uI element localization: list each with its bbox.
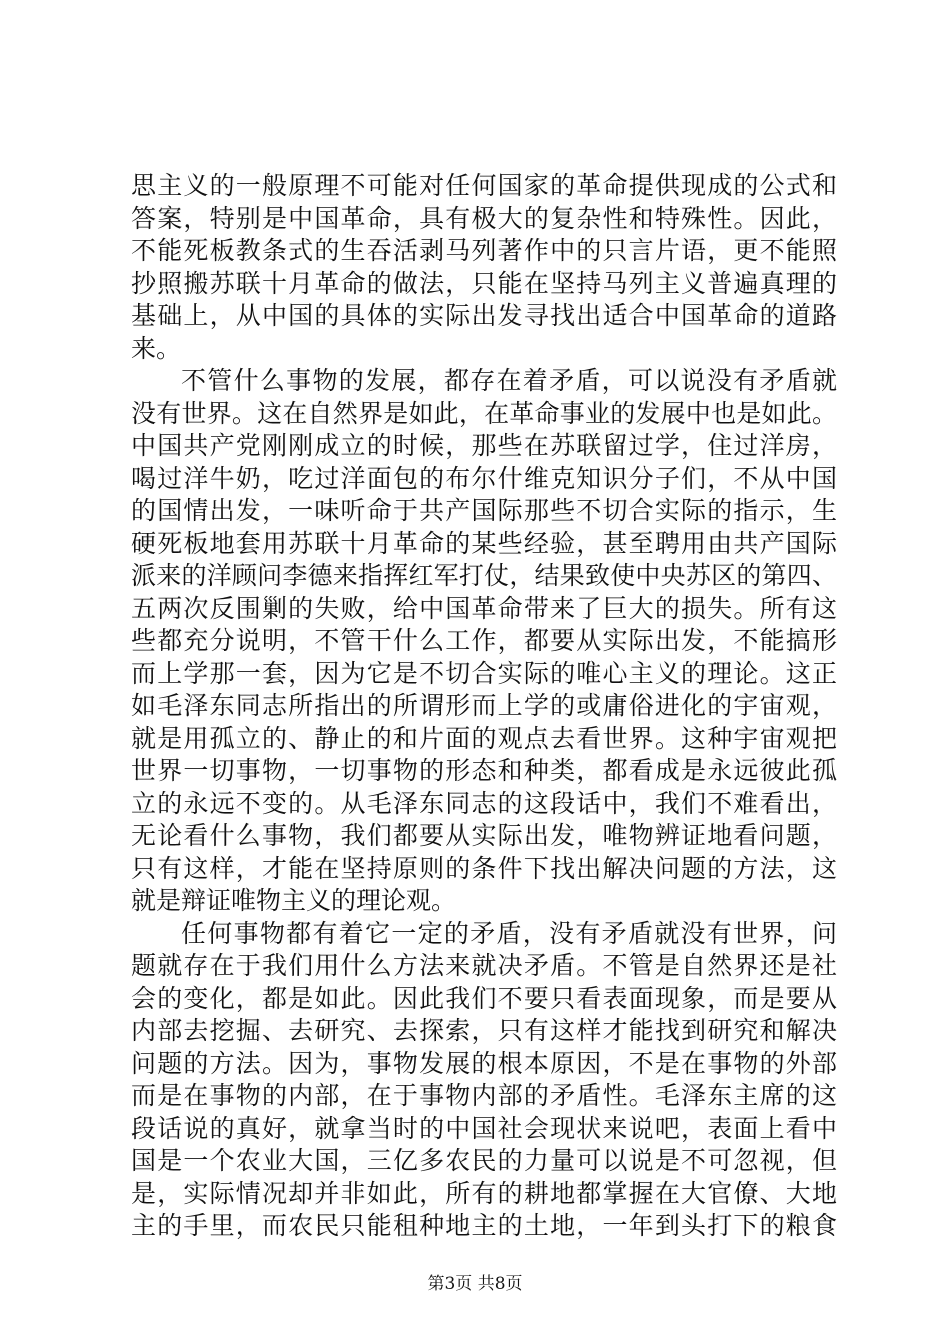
text-line: 五两次反围剿的失败，给中国革命带来了巨大的损失。所有这 — [131, 593, 837, 623]
text-line: 题就存在于我们用什么方法来就决矛盾。不管是自然界还是社 — [131, 951, 837, 980]
page-footer: 第3页 共8页 — [427, 1274, 523, 1294]
text-line: 国是一个农业大国，三亿多农民的力量可以说是不可忽视，但 — [131, 1146, 837, 1175]
text-line: 就是辩证唯物主义的理论观。 — [131, 886, 457, 915]
text-line: 硬死板地套用苏联十月革命的某些经验，甚至聘用由共产国际 — [131, 528, 837, 558]
text-line: 如毛泽东同志所指出的所谓形而上学的或庸俗进化的宇宙观， — [131, 691, 837, 720]
text-line: 思主义的一般原理不可能对任何国家的革命提供现成的公式和 — [131, 171, 837, 200]
text-line: 来。 — [131, 333, 182, 363]
text-line: 的国情出发，一味听命于共产国际那些不切合实际的指示，生 — [131, 496, 837, 525]
paragraph — [131, 918, 837, 1243]
text-line: 任何事物都有着它一定的矛盾，没有矛盾就没有世界，问 — [181, 918, 837, 948]
text-line: 不能死板教条式的生吞活剥马列著作中的只言片语，更不能照 — [131, 236, 837, 265]
text-line: 只有这样，才能在坚持原则的条件下找出解决问题的方法，这 — [131, 853, 837, 883]
text-line: 立的永远不变的。从毛泽东同志的这段话中，我们不难看出， — [131, 788, 837, 818]
text-line: 派来的洋顾问李德来指挥红军打仗，结果致使中央苏区的第四、 — [131, 561, 837, 590]
text-line: 中国共产党刚刚成立的时候，那些在苏联留过学，住过洋房， — [131, 431, 837, 460]
text-line: 喝过洋牛奶，吃过洋面包的布尔什维克知识分子们，不从中国 — [131, 463, 837, 493]
text-line: 是，实际情况却并非如此，所有的耕地都掌握在大官僚、大地 — [131, 1178, 837, 1208]
text-line: 世界一切事物，一切事物的形态和种类，都看成是永远彼此孤 — [131, 756, 837, 785]
text-line: 些都充分说明，不管干什么工作，都要从实际出发，不能搞形 — [131, 626, 837, 655]
text-line: 段话说的真好，就拿当时的中国社会现状来说吧，表面上看中 — [131, 1113, 837, 1143]
text-line: 没有世界。这在自然界是如此，在革命事业的发展中也是如此。 — [131, 398, 837, 428]
paragraph — [131, 365, 837, 918]
text-line: 就是用孤立的、静止的和片面的观点去看世界。这种宇宙观把 — [131, 723, 837, 753]
document-body — [131, 170, 837, 1243]
text-line: 内部去挖掘、去研究、去探索，只有这样才能找到研究和解决 — [131, 1016, 837, 1045]
text-line: 无论看什么事物，我们都要从实际出发，唯物辨证地看问题， — [131, 821, 837, 850]
text-line: 问题的方法。因为，事物发展的根本原因，不是在事物的外部 — [131, 1048, 837, 1078]
text-line: 主的手里，而农民只能租种地主的土地，一年到头打下的粮食 — [131, 1211, 837, 1240]
paragraph — [131, 170, 837, 365]
text-line: 而是在事物的内部，在于事物内部的矛盾性。毛泽东主席的这 — [131, 1081, 837, 1110]
text-line: 而上学那一套，因为它是不切合实际的唯心主义的理论。这正 — [131, 658, 837, 688]
text-line: 答案，特别是中国革命，具有极大的复杂性和特殊性。因此， — [131, 203, 837, 233]
text-line: 不管什么事物的发展，都存在着矛盾，可以说没有矛盾就 — [181, 366, 837, 395]
text-line: 基础上，从中国的具体的实际出发寻找出适合中国革命的道路 — [131, 301, 837, 330]
text-line: 抄照搬苏联十月革命的做法，只能在坚持马列主义普遍真理的 — [131, 268, 837, 298]
text-line: 会的变化，都是如此。因此我们不要只看表面现象，而是要从 — [131, 983, 837, 1013]
